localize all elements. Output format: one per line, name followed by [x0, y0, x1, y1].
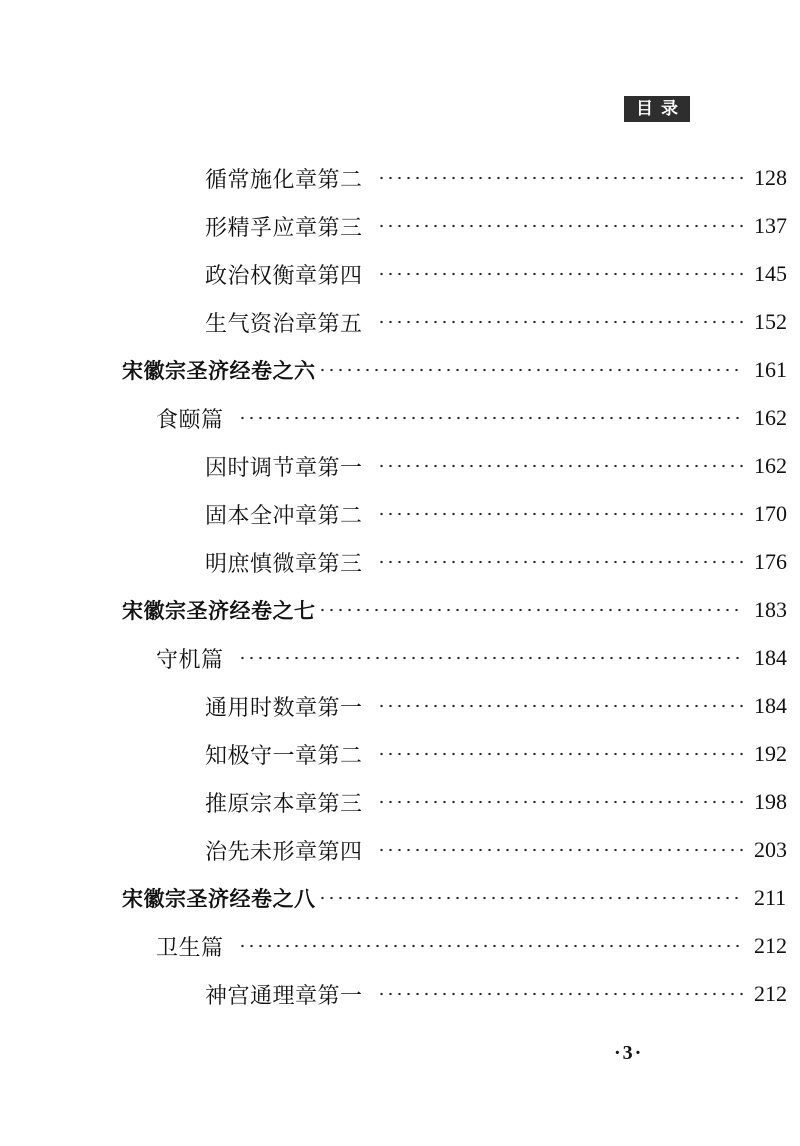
- dot-leader: [377, 455, 744, 477]
- dot-leader: [318, 599, 745, 621]
- toc-entry-title: 宋徽宗圣济经卷之六: [122, 359, 316, 383]
- toc-entry-page: 161: [754, 357, 787, 382]
- toc-entry-title: 固本全冲章第二: [205, 503, 363, 529]
- section-label-badge: 目录: [624, 96, 690, 122]
- toc-entry-title: 食颐篇: [156, 407, 224, 433]
- toc-entry-page: 162: [754, 453, 787, 478]
- toc-entry-page: 198: [754, 789, 787, 814]
- toc-entry-page: 176: [754, 549, 787, 574]
- dot-leader: [238, 935, 744, 957]
- dot-leader: [377, 839, 744, 861]
- toc-entry-title: 知极守一章第二: [205, 743, 363, 769]
- dot-leader: [377, 551, 744, 573]
- toc-entry[interactable]: [0, 298, 800, 346]
- toc-entry-title: 循常施化章第二: [205, 167, 363, 193]
- dot-leader: [377, 215, 744, 237]
- toc-entry[interactable]: [0, 250, 800, 298]
- toc-entry[interactable]: [0, 826, 800, 874]
- toc-entry-title: 明庶慎微章第三: [205, 551, 363, 577]
- toc-entry-page: 192: [754, 741, 787, 766]
- toc-entry[interactable]: [0, 778, 800, 826]
- toc-entry[interactable]: [0, 154, 800, 202]
- toc-entry[interactable]: [0, 682, 800, 730]
- toc-entry-page: 184: [754, 645, 787, 670]
- dot-leader: [318, 359, 745, 381]
- toc-entry-title: 政治权衡章第四: [205, 263, 363, 289]
- toc-entry-page: 212: [754, 933, 787, 958]
- toc-entry[interactable]: [0, 202, 800, 250]
- toc-entry-title: 生气资治章第五: [205, 311, 363, 337]
- dot-leader: [377, 695, 744, 717]
- toc-entry-title: 因时调节章第一: [205, 455, 363, 481]
- toc-entry-title: 卫生篇: [156, 935, 224, 961]
- toc-entry-page: 184: [754, 693, 787, 718]
- toc-entry-title: 宋徽宗圣济经卷之七: [122, 599, 316, 623]
- toc-entry[interactable]: [0, 538, 800, 586]
- toc-entry[interactable]: [0, 970, 800, 1018]
- dot-leader: [377, 167, 744, 189]
- toc-volume-entry[interactable]: [0, 874, 800, 922]
- toc-entry-title: 守机篇: [156, 647, 224, 673]
- toc-section-entry[interactable]: [0, 634, 800, 682]
- toc-entry-page: 152: [754, 309, 787, 334]
- toc-entry-title: 推原宗本章第三: [205, 791, 363, 817]
- dot-leader: [238, 407, 744, 429]
- dot-leader: [377, 743, 744, 765]
- dot-leader: [318, 887, 745, 909]
- toc-entry-page: 145: [754, 261, 787, 286]
- dot-leader: [377, 983, 744, 1005]
- toc-entry-page: 211: [754, 885, 787, 910]
- toc-entry-page: 212: [754, 981, 787, 1006]
- dot-leader: [377, 263, 744, 285]
- dot-leader: [377, 503, 744, 525]
- toc-entry-page: 203: [754, 837, 787, 862]
- toc-volume-entry[interactable]: [0, 346, 800, 394]
- toc-entry[interactable]: [0, 730, 800, 778]
- toc-entry-page: 128: [754, 165, 787, 190]
- toc-entry-title: 治先未形章第四: [205, 839, 363, 865]
- toc-entry-title: 宋徽宗圣济经卷之八: [122, 887, 316, 911]
- page-number: ·3·: [614, 1042, 644, 1064]
- toc-entry[interactable]: [0, 442, 800, 490]
- toc-entry-title: 神宫通理章第一: [205, 983, 363, 1009]
- dot-leader: [377, 311, 744, 333]
- toc-section-entry[interactable]: [0, 394, 800, 442]
- toc-entry-page: 162: [754, 405, 787, 430]
- toc-volume-entry[interactable]: [0, 586, 800, 634]
- toc-entry-page: 170: [754, 501, 787, 526]
- dot-leader: [377, 791, 744, 813]
- dot-leader: [238, 647, 744, 669]
- toc-entry-page: 137: [754, 213, 787, 238]
- toc-entry[interactable]: [0, 490, 800, 538]
- toc-entry-title: 形精孚应章第三: [205, 215, 363, 241]
- toc-entry-page: 183: [754, 597, 787, 622]
- toc-entry-title: 通用时数章第一: [205, 695, 363, 721]
- toc-section-entry[interactable]: [0, 922, 800, 970]
